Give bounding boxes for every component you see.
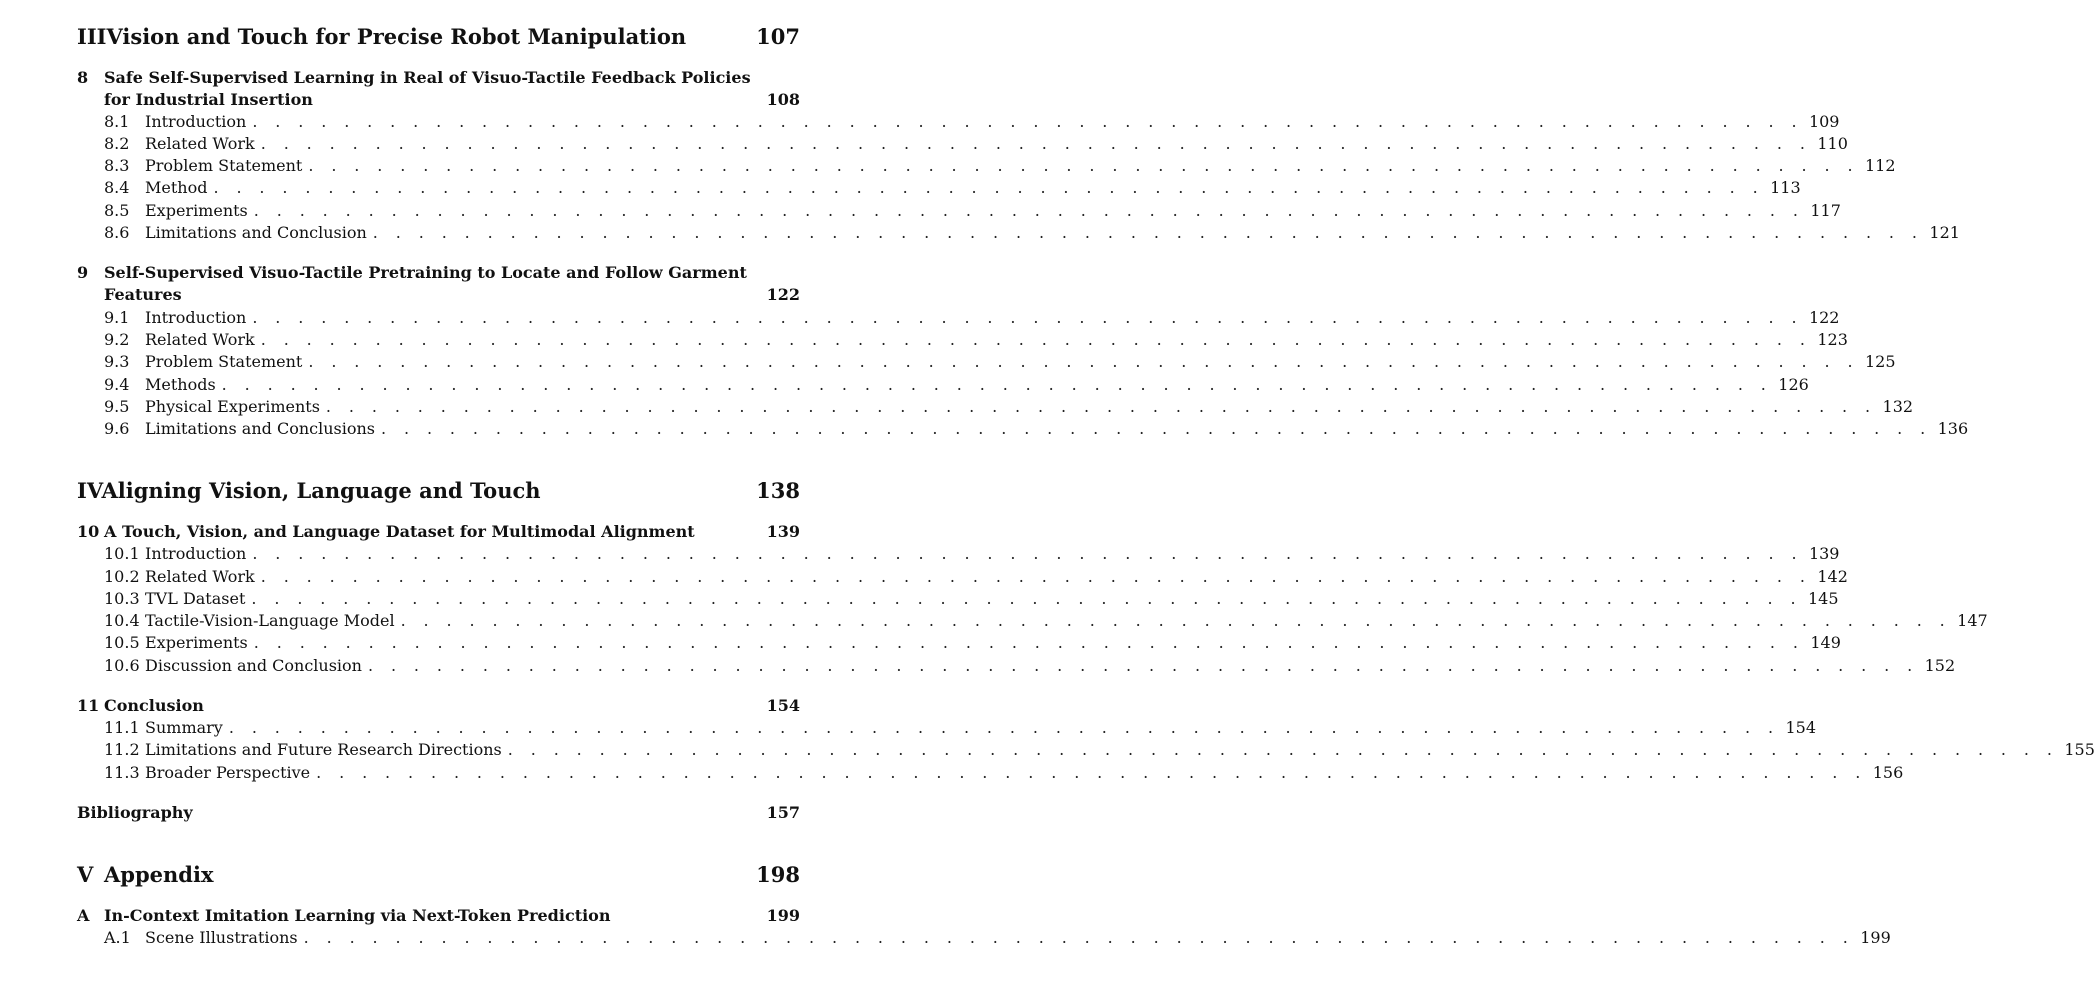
chapter-page: 108 [766, 90, 800, 109]
section-page: 136 [1937, 419, 1969, 438]
chapter-page: 157 [766, 803, 800, 822]
toc-section-10-3[interactable] [104, 588, 1839, 610]
section-number: 8.3 [104, 156, 130, 175]
toc-section-10-2[interactable] [104, 566, 1848, 588]
section-title: Physical Experiments [145, 397, 320, 416]
section-page: 145 [1808, 589, 1839, 608]
leader-dots: . . . . . . . . . . . . . . . . . . . . . . . . . . . . . . . . . . . . . . . . . . . . . . . . . . . . . . . . . . . . . . . . . . . . [260, 567, 1812, 586]
section-title: Discussion and Conclusion [145, 656, 362, 675]
section-number: 8.5 [104, 201, 130, 220]
part-page: 198 [756, 862, 800, 887]
chapter-page: 139 [766, 522, 800, 541]
toc-section-9-4[interactable] [104, 374, 1809, 396]
section-title: Summary [145, 718, 223, 737]
section-page: 132 [1882, 397, 1914, 416]
leader-dots: . . . . . . . . . . . . . . . . . . . . . . . . . . . . . . . . . . . . . . . . . . . . . . . . . . . . . . . . . . . . . . . . . . . . [251, 589, 1802, 608]
section-page: 152 [1924, 656, 1956, 675]
section-page: 121 [1929, 223, 1960, 242]
section-number: 8.6 [104, 223, 130, 242]
leader-dots: . . . . . . . . . . . . . . . . . . . . . . . . . . . . . . . . . . . . . . . . . . . . . . . . . . . . . . . . . . . . . . . . . . . . [260, 134, 1812, 153]
section-page: 112 [1864, 156, 1896, 175]
leader-dots: . . . . . . . . . . . . . . . . . . . . . . . . . . . . . . . . . . . . . . . . . . . . . . . . . . . . . . . . . . . . . . . . . . . . [252, 544, 1803, 563]
leader-dots: . . . . . . . . . . . . . . . . . . . . . . . . . . . . . . . . . . . . . . . . . . . . . . . . . . . . . . . . . . . . . . . . . . . . [303, 928, 1855, 947]
toc-section-a-1[interactable] [104, 927, 1891, 949]
section-number: A.1 [104, 928, 131, 947]
section-page: 154 [1785, 718, 1816, 737]
leader-dots: . . . . . . . . . . . . . . . . . . . . . . . . . . . . . . . . . . . . . . . . . . . . . . . . . . . . . . . . . . . . . . . . . . . . [253, 633, 1805, 652]
leader-dots: . . . . . . . . . . . . . . . . . . . . . . . . . . . . . . . . . . . . . . . . . . . . . . . . . . . . . . . . . . . . . . . . . . . . [252, 308, 1803, 327]
toc-section-9-5[interactable] [104, 396, 1914, 418]
leader-dots: . . . . . . . . . . . . . . . . . . . . . . . . . . . . . . . . . . . . . . . . . . . . . . . . . . . . . . . . . . . . . . . . . . . . [260, 330, 1812, 349]
section-title: Problem Statement [145, 156, 303, 175]
chapter-number: 8 [77, 68, 89, 87]
section-page: 123 [1817, 330, 1848, 349]
section-number: 10.6 [104, 656, 140, 675]
chapter-11-heading[interactable] [77, 695, 800, 717]
leader-dots: . . . . . . . . . . . . . . . . . . . . . . . . . . . . . . . . . . . . . . . . . . . . . . . . . . . . . . . . . . . . . . . . . . . . [372, 223, 1924, 242]
section-number: 9.1 [104, 308, 130, 327]
section-number: 11.1 [104, 718, 140, 737]
section-number: 9.5 [104, 397, 130, 416]
leader-dots: . . . . . . . . . . . . . . . . . . . . . . . . . . . . . . . . . . . . . . . . . . . . . . . . . . . . . . . . . . . . . . . . . . . . [252, 112, 1803, 131]
chapter-page: 199 [766, 906, 800, 925]
leader-dots: . . . . . . . . . . . . . . . . . . . . . . . . . . . . . . . . . . . . . . . . . . . . . . . . . . . . . . . . . . . . . . . . . . . . [316, 763, 1867, 782]
section-page: 109 [1808, 112, 1840, 131]
section-number: 11.3 [104, 763, 140, 782]
leader-dots: . . . . . . . . . . . . . . . . . . . . . . . . . . . . . . . . . . . . . . . . . . . . . . . . . . . . . . . . . . . . . . . . . . . . [221, 375, 1773, 394]
chapter-title-line1: Safe Self-Supervised Learning in Real of Visuo-Tactile Feedback Policies [104, 68, 751, 87]
section-page: 156 [1872, 763, 1904, 782]
leader-dots: . . . . . . . . . . . . . . . . . . . . . . . . . . . . . . . . . . . . . . . . . . . . . . . . . . . . . . . . . . . . . . . . . . . . [253, 201, 1805, 220]
leader-dots: . . . . . . . . . . . . . . . . . . . . . . . . . . . . . . . . . . . . . . . . . . . . . . . . . . . . . . . . . . . . . . . . . . . . [507, 740, 2059, 759]
section-title: Methods [145, 375, 216, 394]
section-title: Related Work [145, 330, 255, 349]
toc-section-9-2[interactable] [104, 329, 1848, 351]
part-number: IV [77, 478, 102, 503]
chapter-title-line1: Self-Supervised Visuo-Tactile Pretraining to Locate and Follow Garment [104, 263, 747, 282]
leader-dots: . . . . . . . . . . . . . . . . . . . . . . . . . . . . . . . . . . . . . . . . . . . . . . . . . . . . . . . . . . . . . . . . . . . . [325, 397, 1877, 416]
leader-dots: . . . . . . . . . . . . . . . . . . . . . . . . . . . . . . . . . . . . . . . . . . . . . . . . . . . . . . . . . . . . . . . . . . . . [367, 656, 1919, 675]
section-title: Broader Perspective [145, 763, 311, 782]
chapter-9-heading[interactable] [77, 262, 800, 306]
part-title: Aligning Vision, Language and Touch [101, 478, 541, 503]
chapter-8-heading[interactable] [77, 67, 800, 111]
part-number: III [77, 24, 107, 49]
chapter-title: Bibliography [77, 803, 193, 822]
section-title: Scene Illustrations [145, 928, 298, 947]
section-number: 10.2 [104, 567, 140, 586]
section-title: Introduction [145, 544, 247, 563]
section-title: Limitations and Conclusion [145, 223, 367, 242]
leader-dots: . . . . . . . . . . . . . . . . . . . . . . . . . . . . . . . . . . . . . . . . . . . . . . . . . . . . . . . . . . . . . . . . . . . . [213, 178, 1765, 197]
section-title: Limitations and Conclusions [145, 419, 375, 438]
section-number: 9.3 [104, 352, 130, 371]
chapter-title: In-Context Imitation Learning via Next-Token Prediction [104, 906, 611, 925]
toc-section-9-1[interactable] [104, 307, 1840, 329]
toc-section-9-3[interactable] [104, 351, 1896, 373]
chapter-10-heading[interactable] [77, 521, 800, 543]
section-number: 9.2 [104, 330, 130, 349]
toc-section-11-2[interactable] [104, 739, 2095, 761]
section-number: 10.1 [104, 544, 140, 563]
section-page: 110 [1817, 134, 1848, 153]
toc-section-10-5[interactable] [104, 632, 1841, 654]
toc-section-8-3[interactable] [104, 155, 1896, 177]
toc-section-11-1[interactable] [104, 717, 1816, 739]
section-title: TVL Dataset [145, 589, 246, 608]
section-number: 11.2 [104, 740, 140, 759]
toc-section-8-1[interactable] [104, 111, 1840, 133]
section-page: 117 [1810, 201, 1841, 220]
section-page: 122 [1808, 308, 1840, 327]
section-title: Tactile-Vision-Language Model [145, 611, 395, 630]
chapter-number: 9 [77, 263, 89, 282]
section-page: 155 [2064, 740, 2095, 759]
section-page: 113 [1770, 178, 1801, 197]
chapter-title-line2: for Industrial Insertion [104, 90, 313, 109]
part-number: V [77, 862, 94, 887]
part-page: 138 [756, 478, 800, 503]
toc-section-8-4[interactable] [104, 177, 1801, 199]
section-title: Experiments [145, 201, 248, 220]
toc-section-9-6[interactable] [104, 418, 1969, 440]
toc-section-8-5[interactable] [104, 200, 1841, 222]
section-page: 125 [1864, 352, 1896, 371]
leader-dots: . . . . . . . . . . . . . . . . . . . . . . . . . . . . . . . . . . . . . . . . . . . . . . . . . . . . . . . . . . . . . . . . . . . . [381, 419, 1932, 438]
chapter-number: A [77, 906, 90, 925]
part-heading-iii [77, 24, 800, 49]
chapter-page: 122 [766, 285, 800, 304]
chapter-title-line2: Features [104, 285, 182, 304]
section-title: Method [145, 178, 208, 197]
section-page: 149 [1810, 633, 1841, 652]
toc-section-8-6[interactable] [104, 222, 1960, 244]
appendix-a-heading[interactable] [77, 905, 800, 927]
part-heading-v [77, 862, 800, 887]
toc-section-8-2[interactable] [104, 133, 1848, 155]
section-number: 8.2 [104, 134, 130, 153]
leader-dots: . . . . . . . . . . . . . . . . . . . . . . . . . . . . . . . . . . . . . . . . . . . . . . . . . . . . . . . . . . . . . . . . . . . . [228, 718, 1780, 737]
section-number: 10.4 [104, 611, 140, 630]
chapter-title: A Touch, Vision, and Language Dataset for Multimodal Alignment [104, 522, 695, 541]
section-number: 8.4 [104, 178, 130, 197]
section-page: 142 [1817, 567, 1848, 586]
chapter-number: 11 [77, 696, 100, 715]
toc-section-10-6[interactable] [104, 655, 1956, 677]
section-title: Related Work [145, 134, 255, 153]
section-title: Experiments [145, 633, 248, 652]
chapter-title: Conclusion [104, 696, 204, 715]
section-title: Limitations and Future Research Directions [145, 740, 502, 759]
chapter-page: 154 [766, 696, 800, 715]
chapter-number: 10 [77, 522, 100, 541]
section-page: 199 [1860, 928, 1891, 947]
leader-dots: . . . . . . . . . . . . . . . . . . . . . . . . . . . . . . . . . . . . . . . . . . . . . . . . . . . . . . . . . . . . . . . . . . . . [308, 352, 1859, 371]
section-title: Related Work [145, 567, 255, 586]
bibliography-heading[interactable] [77, 802, 800, 824]
part-title: Appendix [104, 862, 214, 887]
section-title: Introduction [145, 112, 247, 131]
toc-section-11-3[interactable] [104, 762, 1904, 784]
section-number: 10.5 [104, 633, 140, 652]
part-title: Vision and Touch for Precise Robot Manipulation [106, 24, 687, 49]
section-number: 9.6 [104, 419, 130, 438]
section-number: 10.3 [104, 589, 140, 608]
section-number: 9.4 [104, 375, 130, 394]
section-page: 139 [1808, 544, 1840, 563]
section-page: 126 [1778, 375, 1809, 394]
part-heading-iv [77, 478, 800, 503]
toc-section-10-1[interactable] [104, 543, 1840, 565]
leader-dots: . . . . . . . . . . . . . . . . . . . . . . . . . . . . . . . . . . . . . . . . . . . . . . . . . . . . . . . . . . . . . . . . . . . . [400, 611, 1952, 630]
section-number: 8.1 [104, 112, 130, 131]
section-page: 147 [1957, 611, 1988, 630]
section-title: Problem Statement [145, 352, 303, 371]
toc-section-10-4[interactable] [104, 610, 1988, 632]
leader-dots: . . . . . . . . . . . . . . . . . . . . . . . . . . . . . . . . . . . . . . . . . . . . . . . . . . . . . . . . . . . . . . . . . . . . [308, 156, 1859, 175]
part-page: 107 [756, 24, 800, 49]
section-title: Introduction [145, 308, 247, 327]
